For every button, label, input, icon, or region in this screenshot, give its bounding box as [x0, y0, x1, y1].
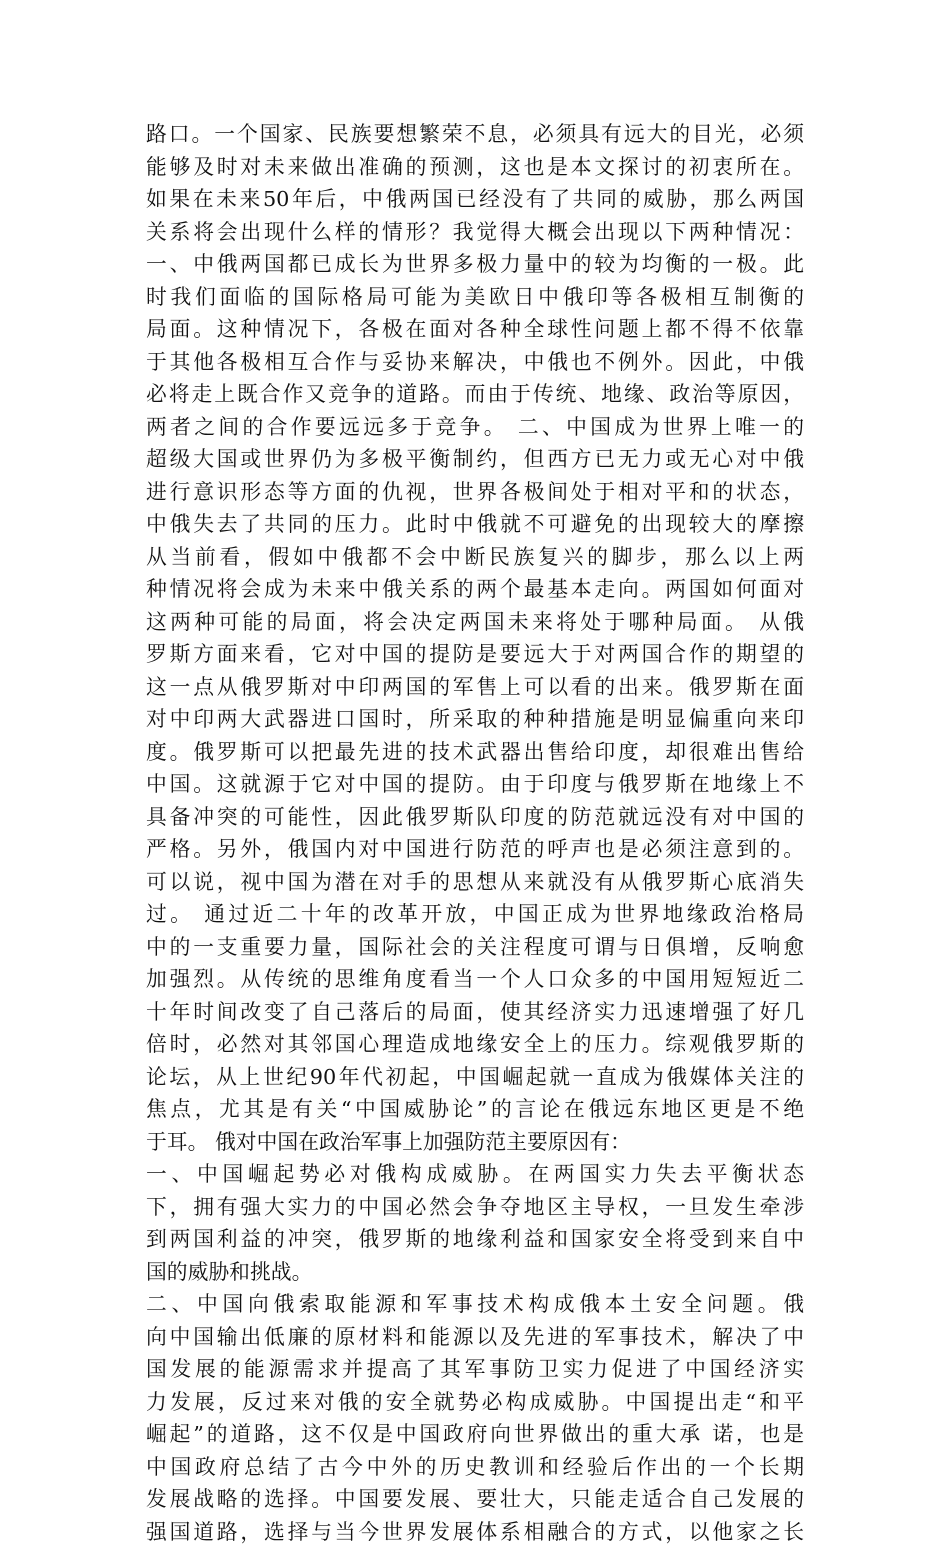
text-line: 路口。一个国家、民族要想繁荣不息，必须具有远大的目光，必须: [146, 118, 804, 151]
text-line: 一、中国崛起势必对俄构成威胁。在两国实力失去平衡状态: [146, 1158, 804, 1191]
text-line: 中国政府总结了古今中外的历史教训和经验后作出的一个长期: [146, 1451, 804, 1484]
text-line: 加强烈。从传统的思维角度看当一个人口众多的中国用短短近二: [146, 963, 804, 996]
text-line: 这一点从俄罗斯对中印两国的军售上可以看的出来。俄罗斯在面: [146, 671, 804, 704]
text-line: 发展战略的选择。中国要发展、要壮大，只能走适合自己发展的: [146, 1483, 804, 1516]
text-line: 到两国利益的冲突，俄罗斯的地缘利益和国家安全将受到来自中: [146, 1223, 804, 1256]
text-line: 如果在未来50年后，中俄两国已经没有了共同的威胁，那么两国: [146, 183, 804, 216]
text-line: 进行意识形态等方面的仇视，世界各极间处于相对平和的状态，: [146, 476, 804, 509]
text-line: 罗斯方面来看，它对中国的提防是要远大于对两国合作的期望的: [146, 638, 804, 671]
text-line: 焦点，尤其是有关“中国威胁论”的言论在俄远东地区更是不绝: [146, 1093, 804, 1126]
text-line: 于耳。 俄对中国在政治军事上加强防范主要原因有：: [146, 1126, 804, 1159]
text-line: 力发展，反过来对俄的安全就势必构成威胁。中国提出走“和平: [146, 1386, 804, 1419]
text-line: 过。 通过近二十年的改革开放，中国正成为世界地缘政治格局: [146, 898, 804, 931]
text-line: 十年时间改变了自己落后的局面，使其经济实力迅速增强了好几: [146, 996, 804, 1029]
text-line: 二、中国向俄索取能源和军事技术构成俄本土安全问题。俄: [146, 1288, 804, 1321]
text-line: 中俄失去了共同的压力。此时中俄就不可避免的出现较大的摩擦: [146, 508, 804, 541]
text-line: 中国。这就源于它对中国的提防。由于印度与俄罗斯在地缘上不: [146, 768, 804, 801]
text-line: 从当前看，假如中俄都不会中断民族复兴的脚步，那么以上两: [146, 541, 804, 574]
text-line: 可以说，视中国为潜在对手的思想从来就没有从俄罗斯心底消失: [146, 866, 804, 899]
text-line: 关系将会出现什么样的情形？我觉得大概会出现以下两种情况：: [146, 216, 804, 249]
text-line: 种情况将会成为未来中俄关系的两个最基本走向。两国如何面对: [146, 573, 804, 606]
text-line: 下，拥有强大实力的中国必然会争夺地区主导权，一旦发生牵涉: [146, 1191, 804, 1224]
text-line: 严格。另外，俄国内对中国进行防范的呼声也是必须注意到的。: [146, 833, 804, 866]
document-page: [146, 118, 804, 1548]
text-line: 国发展的能源需求并提高了其军事防卫实力促进了中国经济实: [146, 1353, 804, 1386]
text-line: 一、中俄两国都已成长为世界多极力量中的较为均衡的一极。此: [146, 248, 804, 281]
text-line: 具备冲突的可能性，因此俄罗斯队印度的防范就远没有对中国的: [146, 801, 804, 834]
text-line: 超级大国或世界仍为多极平衡制约，但西方已无力或无心对中俄: [146, 443, 804, 476]
text-line: 时我们面临的国际格局可能为美欧日中俄印等各极相互制衡的: [146, 281, 804, 314]
text-line: 对中印两大武器进口国时，所采取的种种措施是明显偏重向来印: [146, 703, 804, 736]
text-line: 度。俄罗斯可以把最先进的技术武器出售给印度，却很难出售给: [146, 736, 804, 769]
text-line: 两者之间的合作要远远多于竞争。 二、中国成为世界上唯一的: [146, 411, 804, 444]
text-line: 于其他各极相互合作与妥协来解决，中俄也不例外。因此，中俄: [146, 346, 804, 379]
text-line: 强国道路，选择与当今世界发展体系相融合的方式，以他家之长: [146, 1516, 804, 1548]
text-line: 崛起”的道路，这不仅是中国政府向世界做出的重大承 诺，也是: [146, 1418, 804, 1451]
text-line: 中的一支重要力量，国际社会的关注程度可谓与日俱增，反响愈: [146, 931, 804, 964]
text-line: 国的威胁和挑战。: [146, 1256, 804, 1289]
text-line: 倍时，必然对其邻国心理造成地缘安全上的压力。综观俄罗斯的: [146, 1028, 804, 1061]
text-line: 局面。这种情况下，各极在面对各种全球性问题上都不得不依靠: [146, 313, 804, 346]
text-line: 这两种可能的局面，将会决定两国未来将处于哪种局面。 从俄: [146, 606, 804, 639]
text-line: 能够及时对未来做出准确的预测，这也是本文探讨的初衷所在。: [146, 151, 804, 184]
text-line: 向中国输出低廉的原材料和能源以及先进的军事技术，解决了中: [146, 1321, 804, 1354]
text-line: 论坛，从上世纪90年代初起，中国崛起就一直成为俄媒体关注的: [146, 1061, 804, 1094]
text-line: 必将走上既合作又竞争的道路。而由于传统、地缘、政治等原因，: [146, 378, 804, 411]
